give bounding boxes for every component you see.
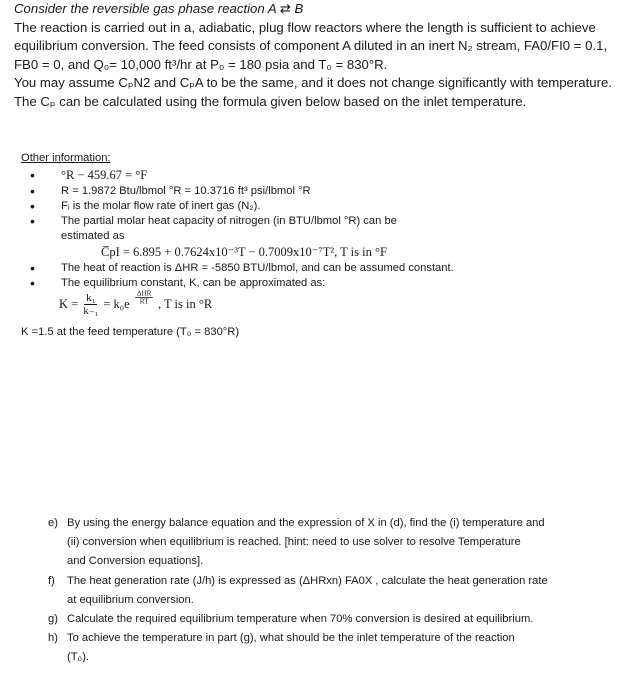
list-item-equilibrium-constant: • The equilibrium constant, K, can be approximated as: (30, 275, 326, 291)
exponent-fraction: $\frac{\text{ΔHR}}{RT}$ (136, 289, 152, 306)
bullet-icon: • (30, 275, 35, 291)
bullet-icon: • (30, 213, 35, 229)
list-item-gas-constant: • R = 1.9872 Btu/lbmol °R = 10.3716 ft³ psi/lbmol °R (30, 183, 311, 199)
part-g: g) Calculate the required equilibrium temperature when 70% conversion is desired at equilibrium. (48, 613, 534, 626)
equilibrium-constant-note: K =1.5 at the feed temperature (T₀ = 830°R) (21, 326, 240, 338)
question-parts (48, 514, 570, 668)
rate-constant-ratio: $\frac{\text{k₁}}{\text{k₋₁}}$ (83, 292, 99, 317)
intro-line-4: You may assume CₚN2 and CₚA to be the same, and it does not change significantly with temperature. (14, 75, 612, 91)
list-item-heat-of-reaction: • The heat of reaction is ΔHR = -5850 BTU/lbmol, and can be assumed constant. (30, 260, 454, 276)
equilibrium-constant-formula: K = $\frac{\text{k₁}}{\text{k₋₁}}$ = k₀e $\frac{\text{ΔHR}}{RT}$ , T is in °R (59, 289, 213, 317)
problem-intro (14, 0, 614, 112)
other-information-heading: Other information: (21, 152, 111, 164)
other-information (21, 151, 611, 340)
bullet-icon: • (30, 183, 35, 199)
list-item-inert-flow: • Fᵢ is the molar flow rate of inert gas (N₂). (30, 198, 261, 214)
bullet-icon: • (30, 260, 35, 276)
intro-line-3: FB0 = 0, and Q₀= 10,000 ft³/hr at P₀ = 180 psia and T₀ = 830°R. (14, 56, 388, 72)
problem-title: Consider the reversible gas phase reaction A ⇄ B (14, 1, 304, 16)
list-item-heat-capacity: • The partial molar heat capacity of nitrogen (in BTU/lbmol °R) can be estimated as (30, 213, 397, 242)
bullet-icon: • (30, 167, 35, 183)
part-h: h) To achieve the temperature in part (g), what should be the inlet temperature of the reaction (T₀). (48, 632, 515, 664)
heat-capacity-formula: C̅pI = 6.895 + 0.7624x10⁻³T − 0.7009x10⁻⁷T², T is in °F (101, 245, 387, 259)
part-f: f) The heat generation rate (J/h) is expressed as (ΔHRxn) FA0X , calculate the heat generation rate at equilibrium conversion. (48, 574, 548, 606)
other-information-list (21, 168, 611, 244)
intro-line-1: The reaction is carried out in a, adiabatic, plug flow reactors where the length is sufficient to achieve (14, 19, 596, 35)
intro-line-5: The Cₚ can be calculated using the formula given below based on the inlet temperature. (14, 93, 527, 109)
intro-line-2: equilibrium conversion. The feed consists of component A diluted in an inert N₂ stream, FA0/FI0 = 0.1, (14, 38, 608, 54)
part-e: e) By using the energy balance equation and the expression of X in (d), find the (i) temperature and (ii) conversion when equilibrium is reached. [hint: need to use solver to resolve Temperature and Conversion equations]. (48, 517, 545, 568)
list-item-temperature-conversion: • °R − 459.67 = °F (30, 167, 148, 183)
bullet-icon: • (30, 198, 35, 214)
